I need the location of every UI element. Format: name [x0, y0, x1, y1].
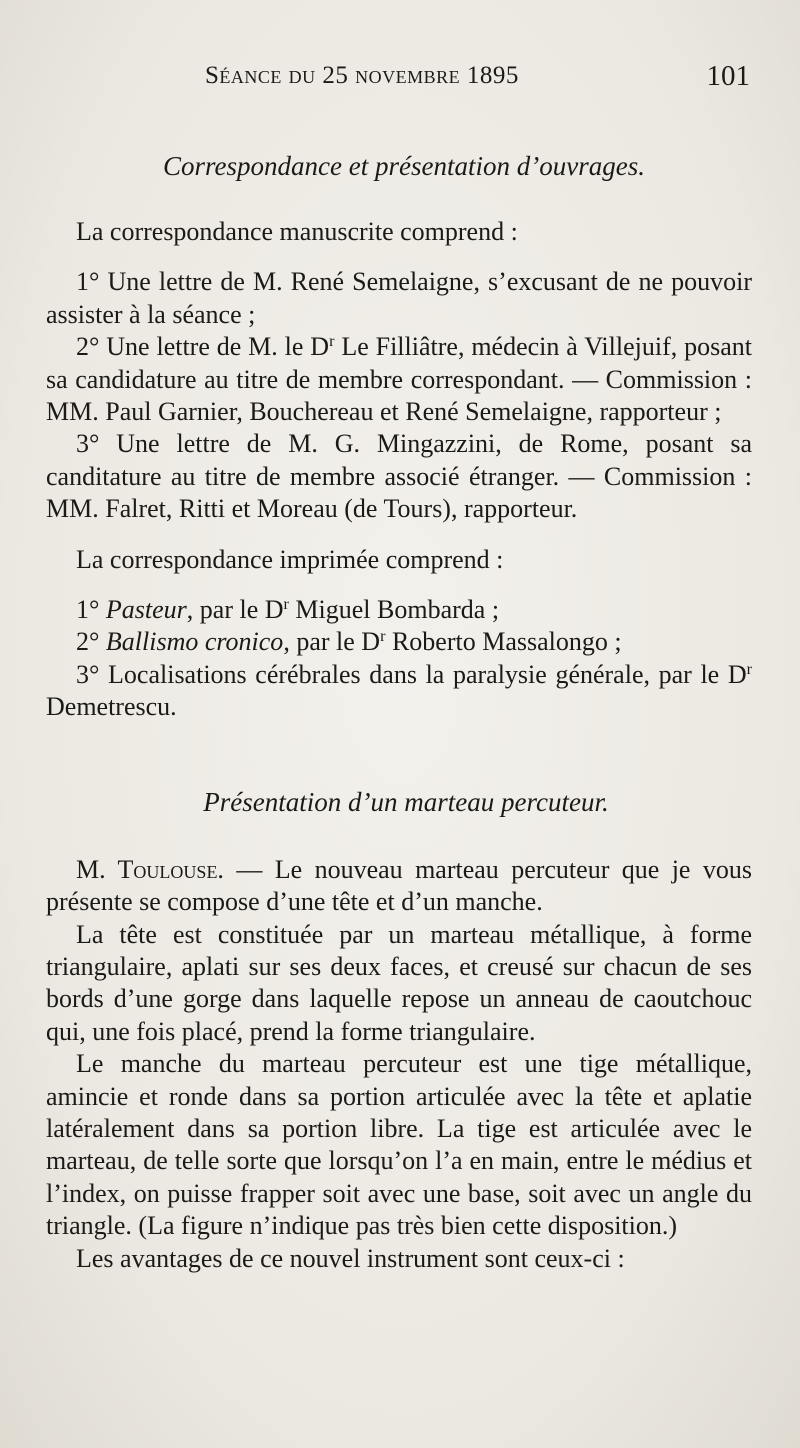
superscript: r: [329, 333, 335, 351]
item-number: 1°: [76, 595, 106, 625]
work-title: Pasteur: [105, 595, 187, 625]
text-fragment: Le Filliâtre, médecin à Villejuif, posant sa candidature au titre de membre correspondant. — Commission : MM. Paul Garnier, Bouchereau et René Semelaigne, rapporteur ;: [46, 332, 752, 427]
page-body: [46, 146, 752, 1275]
list-item-pasteur: [46, 594, 752, 626]
work-title: Ballismo cronico: [105, 627, 284, 657]
text-fragment: , par le D: [186, 595, 284, 625]
paragraph-avantages: Les avantages de ce nouvel instrument sont ceux-ci :: [76, 1243, 625, 1273]
speaker-name: M. Toulouse.: [76, 854, 224, 884]
superscript: r: [283, 596, 289, 614]
paragraph-tete: La tête est constituée par un marteau métallique, à forme triangulaire, aplati sur ses deux faces, et creusé sur chacun de ses bords d’une gorge dans laquelle repose un anneau de caoutchouc qui, une fois placé, prend la forme triangulaire.: [46, 919, 752, 1046]
running-head: Séance du 25 novembre 1895: [205, 62, 519, 89]
text-fragment: , par le D: [283, 627, 381, 657]
page-header: [0, 58, 800, 92]
text-fragment: Demetrescu.: [46, 692, 177, 722]
paragraph-toulouse-intro: [46, 854, 752, 919]
list-item-lettre-semelaigne: 1° Une lettre de M. René Semelaigne, s’excusant de ne pouvoir assister à la séance ;: [46, 267, 752, 329]
superscript: r: [746, 661, 752, 679]
list-item-lettre-filliatre: [46, 331, 752, 428]
text-fragment: 2° Une lettre de M. le D: [76, 332, 330, 362]
paragraph-correspondance-manuscrite: La correspondance manuscrite comprend :: [76, 217, 518, 246]
list-item-ballismo: [46, 626, 752, 658]
superscript: r: [380, 628, 386, 646]
text-fragment: Miguel Bombarda ;: [288, 595, 500, 625]
text-fragment: — Le nouveau marteau percuteur que je vous présente se compose d’une tête et d’un manche.: [46, 854, 752, 917]
section-title-marteau: Présentation d’un marteau percuteur.: [203, 786, 609, 817]
text-fragment: 3° Localisations cérébrales dans la paralysie générale, par le D: [76, 659, 747, 689]
paragraph-manche: Le manche du marteau percuteur est une tige métallique, amincie et ronde dans sa portion articulée avec la tête et aplatie latéralement dans sa portion libre. La tige est articulée avec le marteau, de telle sorte que lorsqu’on l’a en main, entre le médius et l’index, on puisse frapper soit avec une base, soit avec un angle du triangle. (La figure n’indique pas très bien cette disposition.): [46, 1049, 752, 1241]
list-item-localisations: [46, 659, 752, 724]
text-fragment: Roberto Massalongo ;: [385, 627, 622, 657]
page-number: 101: [706, 60, 750, 92]
list-item-lettre-mingazzini: 3° Une lettre de M. G. Mingazzini, de Rome, posant sa canditature au titre de membre associé étranger. — Commission : MM. Falret, Ritti et Moreau (de Tours), rapporteur.: [46, 429, 752, 524]
section-title-correspondance: Correspondance et présentation d’ouvrages.: [163, 151, 645, 181]
item-number: 2°: [76, 627, 106, 657]
paragraph-correspondance-imprimee: La correspondance imprimée comprend :: [76, 544, 504, 574]
